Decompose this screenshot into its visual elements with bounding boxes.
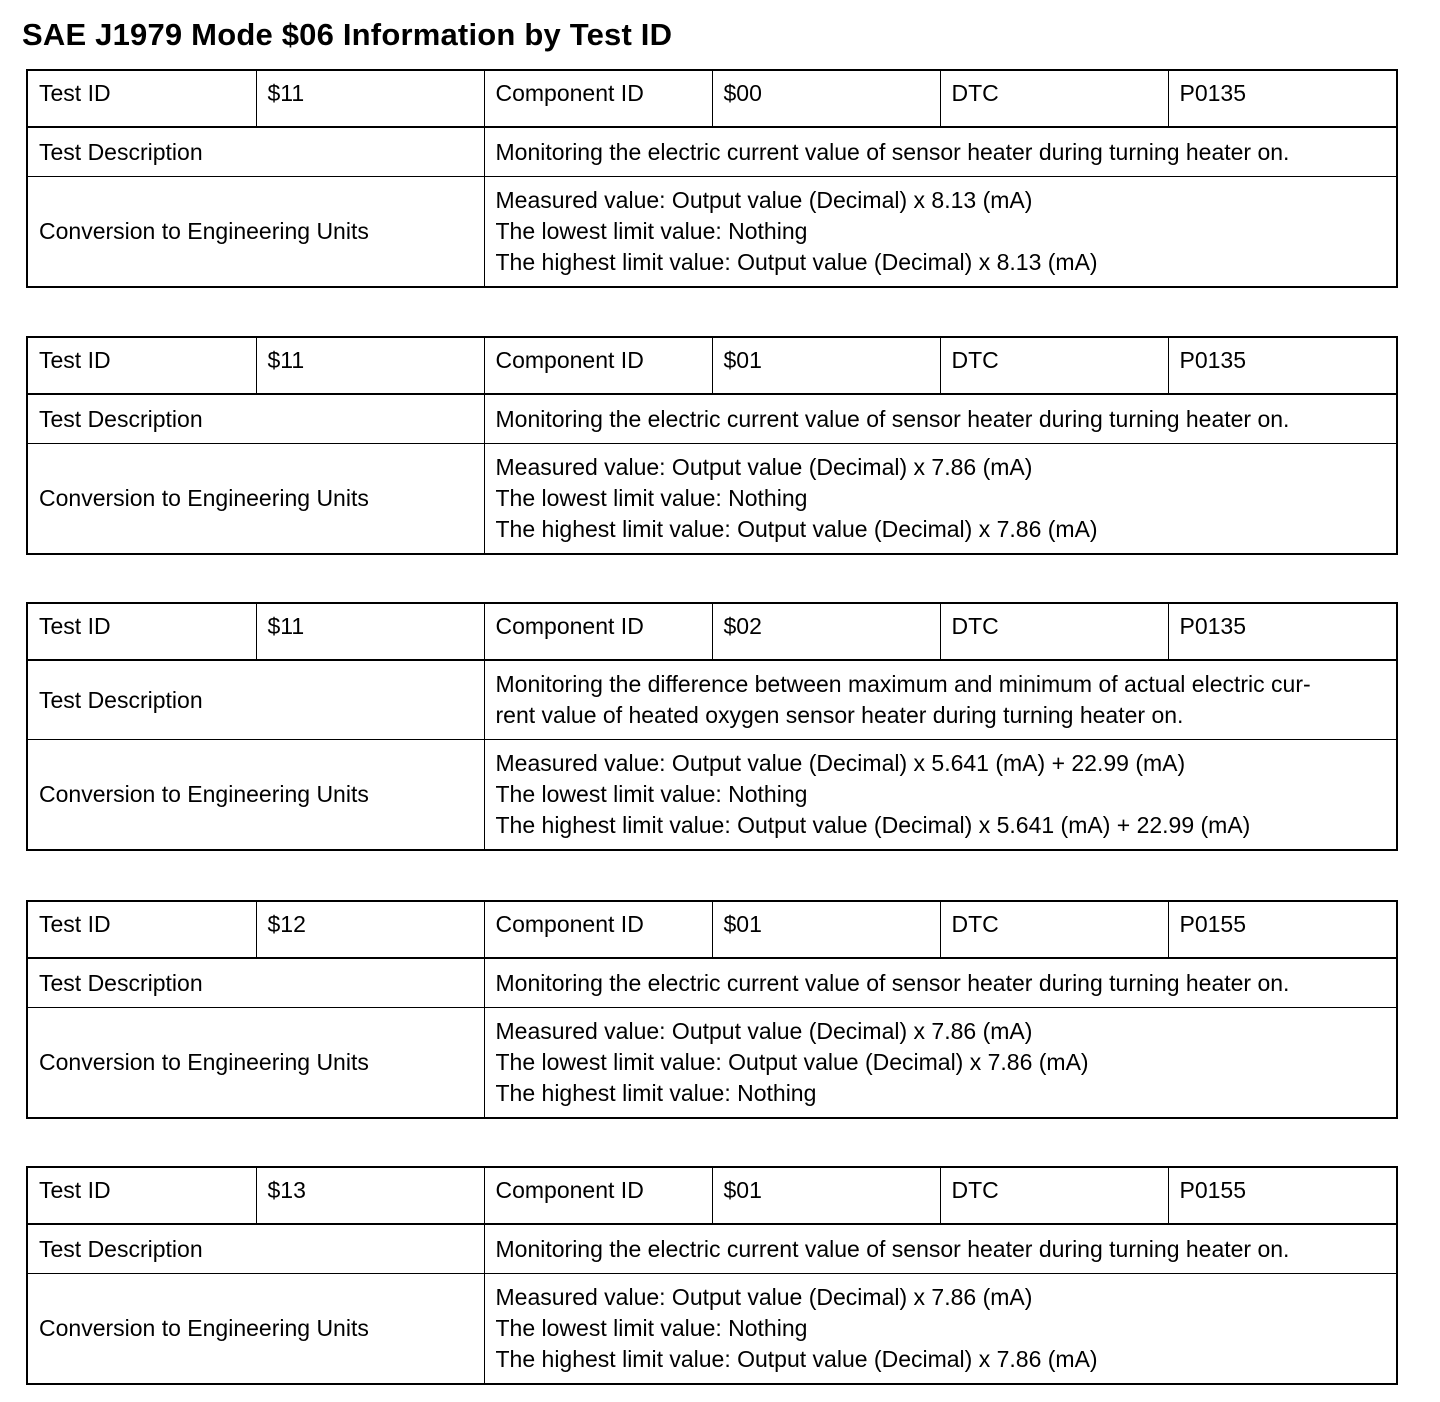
conversion-row bbox=[27, 444, 1397, 555]
test-table-1 bbox=[26, 69, 1398, 288]
conversion-value bbox=[484, 1008, 1397, 1119]
test-description-value bbox=[484, 958, 1397, 1008]
conversion-label: Conversion to Engineering Units bbox=[27, 1274, 484, 1385]
test-id-value: $13 bbox=[256, 1167, 484, 1224]
conversion-line: The highest limit value: Output value (Decimal) x 7.86 (mA) bbox=[495, 516, 1098, 542]
test-header-row bbox=[27, 337, 1397, 394]
component-id-label: Component ID bbox=[484, 901, 712, 958]
conversion-value bbox=[484, 444, 1397, 555]
dtc-label: DTC bbox=[940, 337, 1168, 394]
test-description-row bbox=[27, 1224, 1397, 1274]
dtc-value: P0135 bbox=[1168, 70, 1397, 127]
test-id-label: Test ID bbox=[27, 1167, 256, 1224]
test-id-label: Test ID bbox=[27, 603, 256, 660]
test-id-label: Test ID bbox=[27, 70, 256, 127]
test-description-label: Test Description bbox=[27, 127, 484, 177]
conversion-line: The lowest limit value: Output value (Decimal) x 7.86 (mA) bbox=[495, 1049, 1089, 1075]
conversion-label: Conversion to Engineering Units bbox=[27, 444, 484, 555]
conversion-value bbox=[484, 177, 1397, 288]
dtc-value: P0135 bbox=[1168, 337, 1397, 394]
test-description-row bbox=[27, 660, 1397, 740]
test-id-value: $12 bbox=[256, 901, 484, 958]
test-table-3 bbox=[26, 602, 1398, 851]
conversion-line: The lowest limit value: Nothing bbox=[495, 781, 808, 807]
conversion-line: The highest limit value: Output value (Decimal) x 5.641 (mA) + 22.99 (mA) bbox=[495, 812, 1251, 838]
test-description-value bbox=[484, 394, 1397, 444]
test-header-row bbox=[27, 1167, 1397, 1224]
test-table-5 bbox=[26, 1166, 1398, 1385]
component-id-value: $00 bbox=[712, 70, 940, 127]
component-id-value: $01 bbox=[712, 901, 940, 958]
conversion-line: Measured value: Output value (Decimal) x 7.86 (mA) bbox=[495, 1018, 1033, 1044]
description-line: Monitoring the electric current value of sensor heater during turning heater on. bbox=[495, 405, 1290, 432]
test-description-label: Test Description bbox=[27, 394, 484, 444]
description-line: Monitoring the electric current value of sensor heater during turning heater on. bbox=[495, 1235, 1290, 1262]
test-description-value bbox=[484, 1224, 1397, 1274]
description-line: Monitoring the electric current value of sensor heater during turning heater on. bbox=[495, 138, 1290, 165]
dtc-label: DTC bbox=[940, 603, 1168, 660]
test-id-value: $11 bbox=[256, 337, 484, 394]
conversion-row bbox=[27, 177, 1397, 288]
test-description-label: Test Description bbox=[27, 660, 484, 740]
conversion-line: The highest limit value: Output value (Decimal) x 7.86 (mA) bbox=[495, 1346, 1098, 1372]
description-line: Monitoring the electric current value of sensor heater during turning heater on. bbox=[495, 969, 1290, 996]
component-id-label: Component ID bbox=[484, 603, 712, 660]
component-id-value: $02 bbox=[712, 603, 940, 660]
test-description-row bbox=[27, 958, 1397, 1008]
test-description-value bbox=[484, 660, 1397, 740]
test-header-row bbox=[27, 603, 1397, 660]
conversion-value bbox=[484, 1274, 1397, 1385]
test-id-value: $11 bbox=[256, 70, 484, 127]
test-id-label: Test ID bbox=[27, 901, 256, 958]
conversion-label: Conversion to Engineering Units bbox=[27, 740, 484, 851]
description-line: Monitoring the difference between maximum and minimum of actual electric cur- bbox=[495, 671, 1311, 697]
conversion-line: Measured value: Output value (Decimal) x 7.86 (mA) bbox=[495, 1284, 1033, 1310]
test-header-row bbox=[27, 70, 1397, 127]
test-description-value bbox=[484, 127, 1397, 177]
conversion-line: The lowest limit value: Nothing bbox=[495, 218, 808, 244]
dtc-label: DTC bbox=[940, 70, 1168, 127]
test-description-label: Test Description bbox=[27, 958, 484, 1008]
dtc-label: DTC bbox=[940, 901, 1168, 958]
conversion-row bbox=[27, 740, 1397, 851]
test-id-value: $11 bbox=[256, 603, 484, 660]
component-id-value: $01 bbox=[712, 1167, 940, 1224]
conversion-line: Measured value: Output value (Decimal) x 7.86 (mA) bbox=[495, 454, 1033, 480]
test-id-label: Test ID bbox=[27, 337, 256, 394]
component-id-value: $01 bbox=[712, 337, 940, 394]
test-description-row bbox=[27, 394, 1397, 444]
test-table-4 bbox=[26, 900, 1398, 1119]
test-description-row bbox=[27, 127, 1397, 177]
description-line: rent value of heated oxygen sensor heater during turning heater on. bbox=[495, 702, 1184, 728]
conversion-line: The highest limit value: Nothing bbox=[495, 1080, 817, 1106]
page-title: SAE J1979 Mode $06 Information by Test ID bbox=[22, 17, 673, 52]
conversion-line: The highest limit value: Output value (Decimal) x 8.13 (mA) bbox=[495, 249, 1098, 275]
test-description-label: Test Description bbox=[27, 1224, 484, 1274]
conversion-label: Conversion to Engineering Units bbox=[27, 177, 484, 288]
conversion-value bbox=[484, 740, 1397, 851]
dtc-value: P0155 bbox=[1168, 1167, 1397, 1224]
component-id-label: Component ID bbox=[484, 70, 712, 127]
conversion-line: Measured value: Output value (Decimal) x 8.13 (mA) bbox=[495, 187, 1033, 213]
conversion-line: The lowest limit value: Nothing bbox=[495, 1315, 808, 1341]
dtc-value: P0135 bbox=[1168, 603, 1397, 660]
component-id-label: Component ID bbox=[484, 1167, 712, 1224]
dtc-value: P0155 bbox=[1168, 901, 1397, 958]
test-header-row bbox=[27, 901, 1397, 958]
component-id-label: Component ID bbox=[484, 337, 712, 394]
conversion-row bbox=[27, 1274, 1397, 1385]
test-table-2 bbox=[26, 336, 1398, 555]
conversion-line: Measured value: Output value (Decimal) x 5.641 (mA) + 22.99 (mA) bbox=[495, 750, 1186, 776]
conversion-line: The lowest limit value: Nothing bbox=[495, 485, 808, 511]
conversion-label: Conversion to Engineering Units bbox=[27, 1008, 484, 1119]
conversion-row bbox=[27, 1008, 1397, 1119]
dtc-label: DTC bbox=[940, 1167, 1168, 1224]
